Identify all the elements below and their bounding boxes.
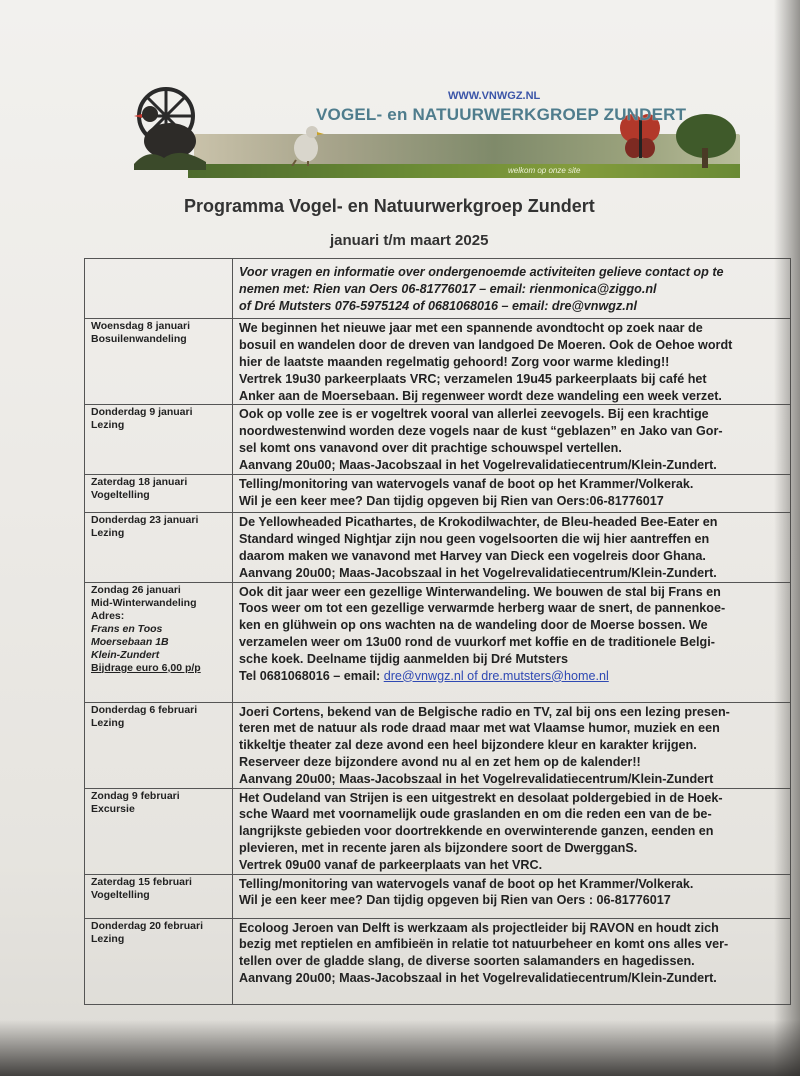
event-date: Zondag 9 februari [91,789,180,802]
event-description-cell [233,582,791,702]
banner-grass-strip [188,164,740,178]
event-date-cell [85,405,233,475]
event-row [85,874,791,918]
event-description-line: Aanvang 20u00; Maas-Jacobszaal in het Vogelrevalidatiecentrum/Klein-Zundert. [239,970,717,985]
intro-empty-cell [85,259,233,319]
event-address-line: Moersebaan 1B [91,635,169,648]
event-date-cell [85,475,233,513]
event-description-line: langrijkste gebieden voor doortrekkende en overwinterende ganzen, eenden en [239,824,714,839]
event-description-line: hier de laatste maanden regelmatig gehoord! Zorg voor warme kleding!! [239,354,670,369]
event-row [85,918,791,1004]
program-table [84,258,791,1005]
event-description-line: sel komt ons vanavond over dit prachtige schouwspel vertellen. [239,440,622,455]
page-subtitle: januari t/m maart 2025 [330,232,489,249]
event-description-line: De Yellowheaded Picathartes, de Krokodilwachter, de Bleu-headed Bee-Eater en [239,515,718,530]
event-contact-line [239,668,784,685]
event-description-line: sche Waard met voornamelijk oude graslanden en om die reden een van de be- [239,807,712,822]
event-description-cell [233,513,791,582]
event-description-line: Standard winged Nightjar zijn nou geen vogelsoorten die wij hier aantreffen en [239,532,710,547]
event-description-line: bezig met reptielen en amfibieën in relatie tot natuurbeheer en komt ons alles ver- [239,937,729,952]
event-description-line: Anker aan de Moersebaan. Bij regenweer wordt deze wandeling een week verzet. [239,388,722,403]
event-description-cell [233,702,791,788]
page-title: Programma Vogel- en Natuurwerkgroep Zundert [184,196,595,216]
club-name: VOGEL- en NATUURWERKGROEP ZUNDERT [316,105,687,124]
event-description-cell [233,874,791,918]
event-date-cell [85,918,233,1004]
event-date: Donderdag 20 februari [91,919,204,932]
event-date: Donderdag 9 januari [91,406,193,419]
event-date-cell [85,319,233,405]
header-banner [128,86,740,186]
event-description-line: Reserveer deze bijzondere avond nu al en zet hem op de kalender!! [239,754,641,769]
event-date: Zondag 26 januari [91,583,181,596]
event-description-line: Telling/monitoring van watervogels vanaf de boot op het Krammer/Volkerak. [239,876,694,891]
event-description-cell [233,788,791,874]
event-description-line: Vertrek 19u30 parkeerplaats VRC; verzamelen 19u45 parkeerplaats bij café het [239,371,707,386]
event-description-line: sche koek. Deelname tijdig aanmelden bij Dré Mutsters [239,651,568,666]
event-type: Lezing [91,932,125,945]
event-description-line: We beginnen het nieuwe jaar met een spannende avondtocht op zoek naar de [239,321,703,336]
event-description-cell [233,319,791,405]
event-description-line: Het Oudeland van Strijen is een uitgestrekt en desolaat poldergebied in de Hoek- [239,790,723,805]
event-date-cell [85,702,233,788]
event-type: Excursie [91,802,135,815]
event-row [85,788,791,874]
event-description-cell [233,475,791,513]
event-type: Lezing [91,716,125,729]
event-description-line: daarom maken we vanavond met Harvey van Dieck een vogelreis door Ghana. [239,548,706,563]
event-type: Mid-Winterwandeling [91,596,197,609]
intro-line: Voor vragen en informatie over ondergenoemde activiteiten gelieve contact op te [239,265,724,279]
event-description-line: tellen over de gladde slang, de diverse soorten salamanders en hagedissen. [239,954,695,969]
event-description-line: tikkeltje theater zal deze avond een heel bijzondere kleur en karakter krijgen. [239,738,697,753]
email-link[interactable]: dre@vnwgz.nl of dre.mutsters@home.nl [383,668,609,683]
event-description-line: Aanvang 20u00; Maas-Jacobszaal in het Vogelrevalidatiecentrum/Klein-Zundert. [239,565,717,580]
event-description-line: bosuil en wandelen door de dreven van landgoed De Moeren. Ook de Oehoe wordt [239,338,733,353]
event-address-line: Klein-Zundert [91,648,160,661]
event-date-cell [85,788,233,874]
event-description-line: Ook dit jaar weer een gezellige Winterwandeling. We bouwen de stal bij Frans en [239,584,721,599]
event-date: Zaterdag 15 februari [91,875,192,888]
event-type: Vogeltelling [91,888,150,901]
event-row [85,475,791,513]
event-description-line: Wil je een keer mee? Dan tijdig opgeven bij Rien van Oers:06-81776017 [239,494,664,509]
event-date: Woensdag 8 januari [91,320,190,333]
event-description-line: Aanvang 20u00; Maas-Jacobszaal in het Vogelrevalidatiecentrum/Klein-Zundert. [239,457,717,472]
event-description-line: Wil je een keer mee? Dan tijdig opgeven bij Rien van Oers : 06-81776017 [239,893,671,908]
intro-row [85,259,791,319]
event-description-line: Vertrek 09u00 vanaf de parkeerplaats van het VRC. [239,857,543,872]
welcome-text: welkom op onze site [508,166,581,175]
event-address-line: Frans en Toos [91,622,163,635]
site-url: WWW.VNWGZ.NL [448,90,541,102]
event-type: Vogeltelling [91,489,150,502]
event-type: Lezing [91,527,125,540]
event-date-cell [85,582,233,702]
event-description-line: Telling/monitoring van watervogels vanaf de boot op het Krammer/Volkerak. [239,477,694,492]
event-description-line: Ecoloog Jeroen van Delft is werkzaam als projectleider bij RAVON en houdt zich [239,920,719,935]
intro-line: nemen met: Rien van Oers 06-81776017 – email: rienmonica@ziggo.nl [239,281,657,296]
event-row [85,582,791,702]
club-logo-icon [128,86,210,170]
background-edge [0,1020,800,1076]
intro-line: of Dré Mutsters 076-5975124 of 0681068016 – email: dre@vnwgz.nl [239,298,637,313]
event-row [85,319,791,405]
event-type: Lezing [91,419,125,432]
event-date: Zaterdag 18 januari [91,476,188,489]
event-description-cell [233,918,791,1004]
event-address-label: Adres: [91,609,125,622]
event-date: Donderdag 23 januari [91,514,199,527]
event-type: Bosuilenwandeling [91,333,187,346]
event-row [85,513,791,582]
event-description-line: noordwestenwind worden deze vogels naar de kust “geblazen” en Jako van Gor- [239,424,723,439]
event-description-line: Toos weer om tot een gezellige verwarmde herberg waar de snert, de pannenkoe- [239,601,726,616]
event-contact-prefix: Tel 0681068016 – email: [239,668,384,683]
event-description-line: verzamelen weer om 13u00 rond de vuurkorf met koffie en de traditionele Belgi- [239,634,715,649]
bird-illustration-icon [286,122,326,166]
event-date: Donderdag 6 februari [91,703,198,716]
event-description-line: Joeri Cortens, bekend van de Belgische radio en TV, zal bij ons een lezing presen- [239,704,730,719]
event-description-line: Aanvang 20u00; Maas-Jacobszaal in het Vogelrevalidatiecentrum/Klein-Zundert [239,771,714,786]
event-description-line: Ook op volle zee is er vogeltrek vooral van allerlei zeevogels. Bij een krachtige [239,407,709,422]
event-row [85,405,791,475]
event-description-cell [233,405,791,475]
event-description-line: ken en glühwein op ons wachten na de wandeling door de Moerse bossen. We [239,618,708,633]
event-date-cell [85,874,233,918]
intro-contact-cell [233,259,791,319]
event-description-line: teren met de natuur als rode draad maar met wat Vlaamse humor, muziek en een [239,721,720,736]
paper-shadow [774,0,800,1076]
event-date-cell [85,513,233,582]
event-fee: Bijdrage euro 6,00 p/p [91,661,201,674]
event-description-line: plevieren, met in recente jaren als bijzondere soort de DwergganS. [239,840,638,855]
event-row [85,702,791,788]
